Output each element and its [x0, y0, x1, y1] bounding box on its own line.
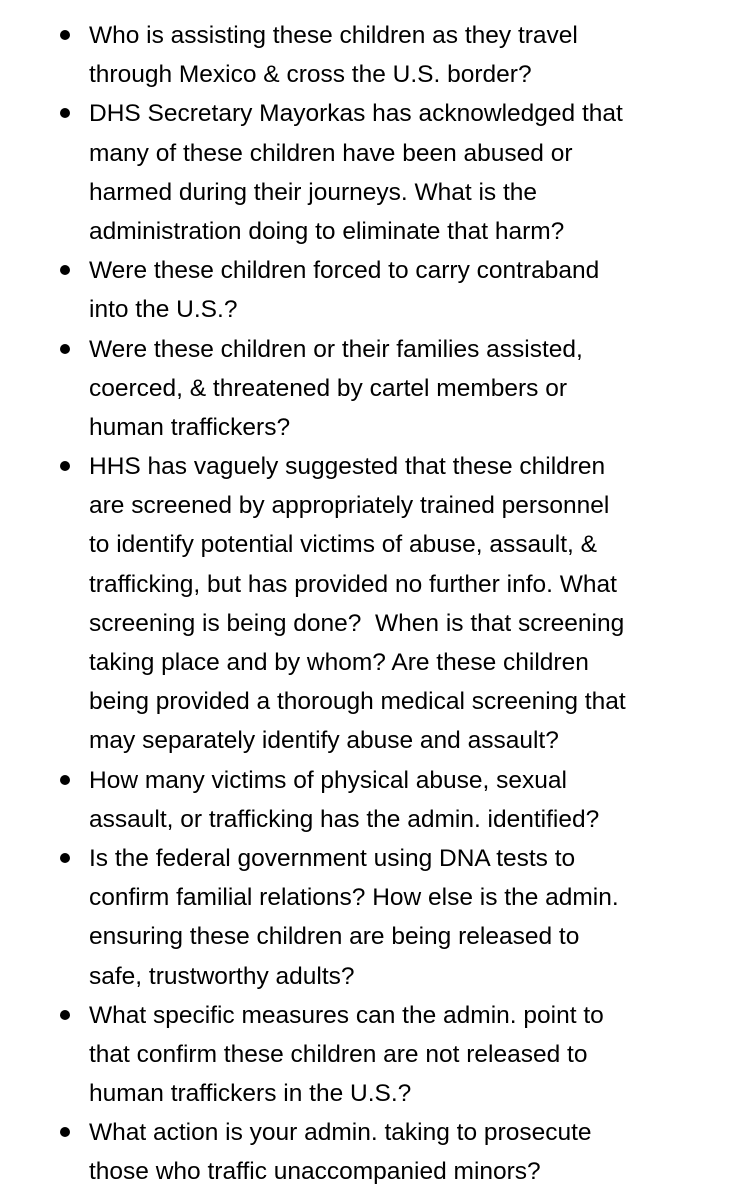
list-item [0, 839, 736, 996]
bullet-icon [60, 344, 70, 354]
list-item-text-line: Were these children or their families assisted, [89, 335, 583, 363]
list-item-text-line: Is the federal government using DNA tests to [89, 844, 576, 872]
list-item-text-line: through Mexico & cross the U.S. border? [89, 61, 532, 89]
list-item-text-line: harmed during their journeys. What is the [89, 178, 538, 206]
bullet-icon [60, 30, 70, 40]
list-item-text-line: assault, or trafficking has the admin. identified? [89, 805, 600, 833]
list-item [0, 330, 736, 448]
bullet-icon [60, 461, 70, 471]
bullet-icon [60, 775, 70, 785]
question-list [0, 16, 736, 1192]
list-item-text-line: human traffickers? [89, 413, 291, 441]
list-item-text-line: taking place and by whom? Are these children [89, 649, 589, 676]
list-item-text-line: administration doing to eliminate that harm? [89, 217, 565, 245]
list-item-text-line: What specific measures can the admin. point to [89, 1001, 604, 1029]
list-item-text-line: into the U.S.? [89, 296, 238, 324]
list-item-text-line: HHS has vaguely suggested that these children [89, 453, 606, 481]
bullet-icon [60, 265, 70, 275]
list-item-text-line: being provided a thorough medical screening that [89, 688, 626, 716]
list-item-text-line: confirm familial relations? How else is the admin. [89, 884, 619, 912]
list-item [0, 94, 736, 251]
bullet-icon [60, 108, 70, 118]
list-item-text-line: Were these children forced to carry contraband [89, 257, 600, 285]
list-item-text-line: Who is assisting these children as they travel [89, 22, 578, 49]
list-item [0, 447, 736, 761]
list-item-text-line: to identify potential victims of abuse, assault, & [89, 531, 597, 559]
list-item [0, 1113, 736, 1191]
list-item-text-line: are screened by appropriately trained personnel [89, 492, 610, 520]
list-item-text-line: many of these children have been abused or [89, 139, 573, 167]
bullet-icon [60, 1010, 70, 1020]
list-item [0, 761, 736, 839]
list-item-text-line: trafficking, but has provided no further info. What [89, 570, 617, 598]
list-item [0, 16, 736, 94]
list-item [0, 996, 736, 1114]
bullet-icon [60, 853, 70, 863]
list-item [0, 251, 736, 329]
list-item-text-line: coerced, & threatened by cartel members or [89, 374, 567, 402]
list-item-text-line: human traffickers in the U.S.? [89, 1080, 412, 1108]
list-item-text-line: ensuring these children are being released to [89, 923, 580, 951]
list-item-text-line: screening is being done? When is that screening [89, 609, 625, 637]
list-item-text-line: How many victims of physical abuse, sexual [89, 766, 567, 794]
bullet-icon [60, 1127, 70, 1137]
list-item-text-line: those who traffic unaccompanied minors? [89, 1158, 541, 1186]
list-item-text-line: that confirm these children are not released to [89, 1040, 588, 1068]
list-item-text-line: DHS Secretary Mayorkas has acknowledged that [89, 100, 623, 128]
list-item-text-line: may separately identify abuse and assault? [89, 727, 559, 755]
list-item-text-line: safe, trustworthy adults? [89, 962, 355, 990]
list-item-text-line: What action is your admin. taking to prosecute [89, 1119, 592, 1147]
